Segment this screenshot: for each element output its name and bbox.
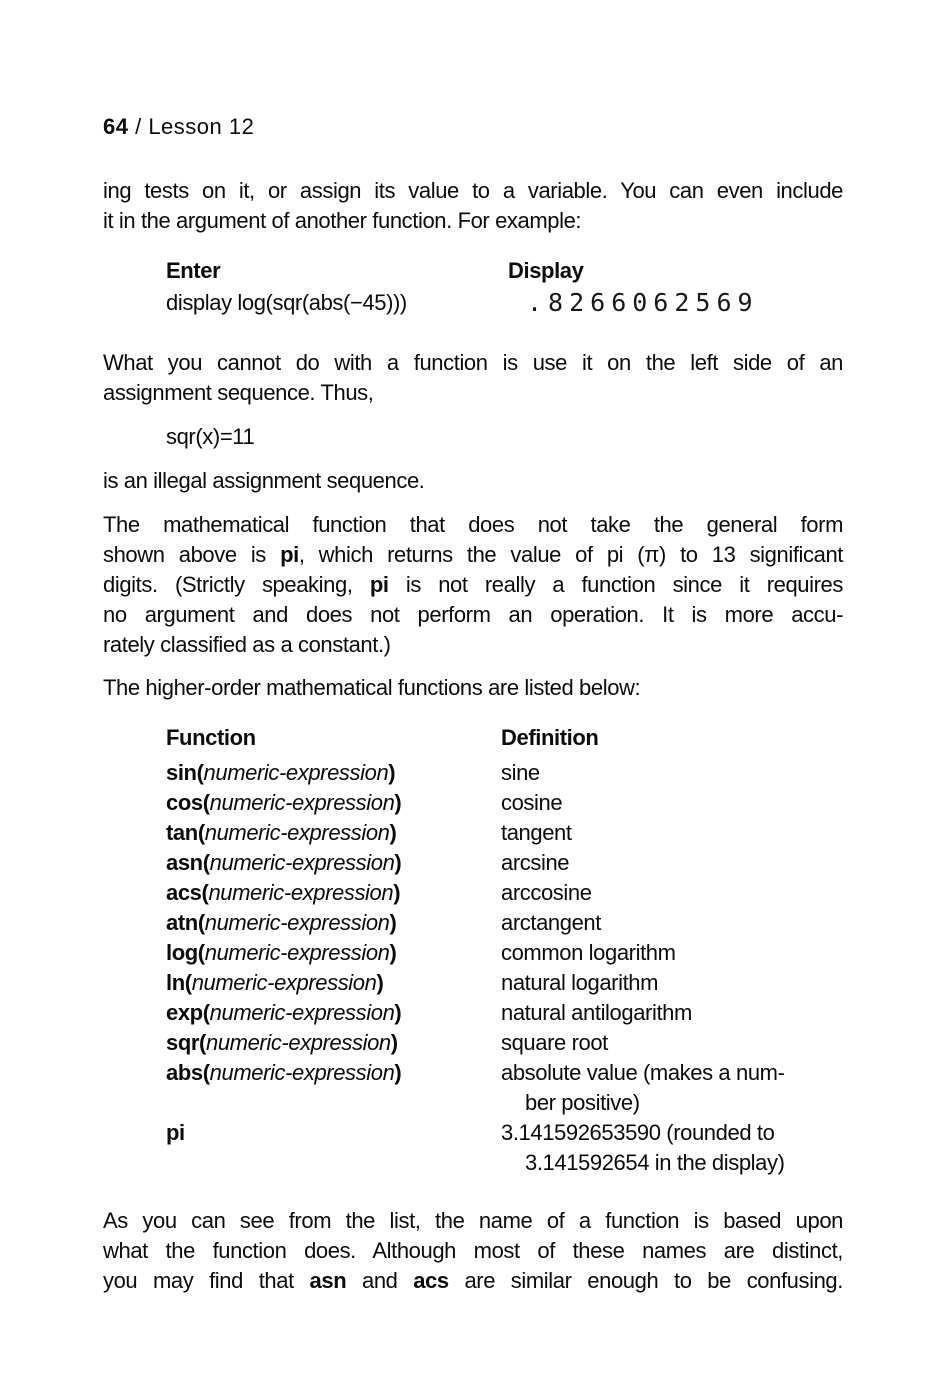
definition-cell	[501, 1058, 843, 1118]
text-segment: pi	[280, 542, 299, 567]
code-line: sqr(x)=11	[166, 424, 255, 449]
function-argument: numeric-expression	[205, 1030, 391, 1055]
function-cell	[166, 1118, 501, 1178]
close-paren: )	[389, 910, 397, 935]
open-paren: (	[202, 1000, 210, 1025]
enter-column	[166, 256, 508, 318]
function-cell	[166, 878, 501, 908]
definition-line: cosine	[501, 790, 563, 815]
function-cell	[166, 908, 501, 938]
definition-line: natural antilogarithm	[501, 1000, 692, 1025]
illegal-paragraph	[103, 466, 843, 496]
function-table-header	[166, 723, 843, 753]
page-number: 64	[103, 114, 129, 139]
function-name: pi	[166, 1120, 185, 1145]
close-paren: )	[394, 1060, 402, 1085]
function-name: atn	[166, 910, 198, 935]
definition-line: arctangent	[501, 910, 601, 935]
text-line	[103, 378, 843, 408]
function-table-row	[166, 968, 843, 998]
text-line	[103, 570, 843, 600]
text-segment: assignment sequence. Thus,	[103, 380, 374, 405]
definition-line: 3.141592653590 (rounded to	[501, 1120, 775, 1145]
function-table-row	[166, 818, 843, 848]
function-table-row	[166, 878, 843, 908]
display-column	[508, 256, 843, 318]
display-label: Display	[508, 258, 584, 283]
enter-label: Enter	[166, 258, 221, 283]
function-table-row	[166, 1028, 843, 1058]
text-line	[103, 540, 843, 570]
function-table	[103, 723, 843, 1178]
text-line	[103, 510, 843, 540]
function-argument: numeric-expression	[208, 880, 394, 905]
text-segment: it in the argument of another function. For example:	[103, 208, 582, 233]
open-paren: (	[202, 850, 210, 875]
text-segment: you may find that	[103, 1268, 310, 1293]
function-name: sin	[166, 760, 197, 785]
function-argument: numeric-expression	[203, 760, 389, 785]
listed-below-paragraph	[103, 673, 843, 703]
definition-line: arcsine	[501, 850, 570, 875]
function-argument: numeric-expression	[209, 1000, 395, 1025]
definition-cell	[501, 848, 843, 878]
definition-line: 3.141592654 in the display)	[525, 1150, 785, 1175]
definition-cell	[501, 1028, 843, 1058]
function-cell	[166, 788, 501, 818]
open-paren: (	[196, 760, 204, 785]
definition-line: sine	[501, 760, 540, 785]
function-name: abs	[166, 1060, 203, 1085]
function-argument: numeric-expression	[209, 790, 395, 815]
text-segment: digits. (Strictly speaking,	[103, 572, 370, 597]
function-name: ln	[166, 970, 185, 995]
function-table-row	[166, 938, 843, 968]
open-paren: (	[202, 1060, 210, 1085]
definition-cell	[501, 878, 843, 908]
lesson-title: / Lesson 12	[128, 114, 255, 139]
open-paren: (	[201, 880, 209, 905]
text-segment: no argument and does not perform an operation. It is more accu-	[103, 602, 843, 627]
function-name: sqr	[166, 1030, 200, 1055]
definition-line: arccosine	[501, 880, 592, 905]
close-paren: )	[390, 1030, 398, 1055]
text-segment: shown above is	[103, 542, 281, 567]
function-cell	[166, 938, 501, 968]
definition-cell	[501, 998, 843, 1028]
close-paren: )	[388, 760, 396, 785]
text-segment: acs	[413, 1268, 449, 1293]
text-segment: As you can see from the list, the name of a function is based upon	[103, 1208, 843, 1233]
definition-line: square root	[501, 1030, 608, 1055]
open-paren: (	[184, 970, 192, 995]
text-segment: is an illegal assignment sequence.	[103, 468, 425, 493]
page-content	[103, 112, 843, 1296]
text-segment: The mathematical function that does not take the general form	[103, 512, 843, 537]
function-table-row	[166, 758, 843, 788]
close-paren: )	[394, 790, 402, 815]
close-paren: )	[394, 1000, 402, 1025]
text-segment: and	[346, 1268, 414, 1293]
function-table-row	[166, 848, 843, 878]
function-argument: numeric-expression	[209, 1060, 395, 1085]
function-table-row	[166, 1118, 843, 1178]
close-paren: )	[393, 880, 401, 905]
close-paren: )	[389, 820, 397, 845]
function-table-row	[166, 1058, 843, 1118]
pi-paragraph	[103, 510, 843, 660]
definition-cell	[501, 938, 843, 968]
open-paren: (	[197, 940, 205, 965]
definition-cell	[501, 1118, 843, 1178]
open-paren: (	[199, 1030, 206, 1055]
open-paren: (	[202, 790, 210, 815]
function-cell	[166, 968, 501, 998]
function-table-row	[166, 908, 843, 938]
text-segment: rately classified as a constant.)	[103, 632, 391, 657]
text-line	[103, 1236, 843, 1266]
function-argument: numeric-expression	[204, 820, 390, 845]
function-argument: numeric-expression	[204, 910, 390, 935]
text-segment: asn	[309, 1268, 347, 1293]
definition-line: absolute value (makes a num-	[501, 1060, 785, 1085]
enter-value: display log(sqr(abs(−45)))	[166, 290, 407, 315]
function-name: asn	[166, 850, 203, 875]
text-segment: ing tests on it, or assign its value to a variable. You can even include	[103, 178, 843, 203]
text-line	[103, 176, 843, 206]
definition-cell	[501, 818, 843, 848]
definition-line: ber positive)	[525, 1090, 640, 1115]
close-paren: )	[376, 970, 384, 995]
definition-cell	[501, 908, 843, 938]
function-table-rows	[166, 758, 843, 1178]
text-segment: is not really a function since it requires	[388, 572, 843, 597]
function-cell	[166, 848, 501, 878]
text-line	[103, 1266, 843, 1296]
page-header	[103, 112, 843, 142]
function-cell	[166, 758, 501, 788]
text-line	[103, 466, 843, 496]
enter-display-example	[103, 256, 843, 318]
intro-paragraph	[103, 176, 843, 236]
function-cell	[166, 1028, 501, 1058]
function-table-row	[166, 998, 843, 1028]
open-paren: (	[197, 820, 205, 845]
definition-line: tangent	[501, 820, 572, 845]
definition-cell	[501, 968, 843, 998]
function-name: log	[166, 940, 198, 965]
definition-column-header: Definition	[501, 725, 599, 750]
text-line	[103, 348, 843, 378]
definition-line: natural logarithm	[501, 970, 659, 995]
close-paren: )	[394, 850, 402, 875]
function-name: cos	[166, 790, 203, 815]
text-segment: what the function does. Although most of these names are distinct,	[103, 1238, 843, 1263]
function-name: exp	[166, 1000, 203, 1025]
function-cell	[166, 998, 501, 1028]
text-segment: pi	[369, 572, 389, 597]
display-value: .8266062569	[527, 288, 759, 317]
open-paren: (	[197, 910, 205, 935]
function-column-header: Function	[166, 725, 256, 750]
text-line	[103, 1206, 843, 1236]
text-segment: , which returns the value of pi (π) to 13 significant	[298, 542, 843, 567]
function-argument: numeric-expression	[209, 850, 395, 875]
function-table-row	[166, 788, 843, 818]
text-line	[103, 206, 843, 236]
text-line	[103, 673, 843, 703]
function-argument: numeric-expression	[204, 940, 390, 965]
outro-paragraph	[103, 1206, 843, 1296]
definition-cell	[501, 758, 843, 788]
close-paren: )	[389, 940, 397, 965]
text-segment: The higher-order mathematical functions are listed below:	[103, 675, 641, 700]
function-name: acs	[166, 880, 202, 905]
function-cell	[166, 818, 501, 848]
function-argument: numeric-expression	[191, 970, 377, 995]
cannot-paragraph	[103, 348, 843, 408]
function-cell	[166, 1058, 501, 1118]
text-line	[103, 600, 843, 630]
text-line	[103, 630, 843, 660]
definition-line: common logarithm	[501, 940, 676, 965]
definition-cell	[501, 788, 843, 818]
text-segment: What you cannot do with a function is use it on the left side of an	[103, 350, 843, 375]
text-segment: are similar enough to be confusing.	[448, 1268, 843, 1293]
function-name: tan	[166, 820, 198, 845]
